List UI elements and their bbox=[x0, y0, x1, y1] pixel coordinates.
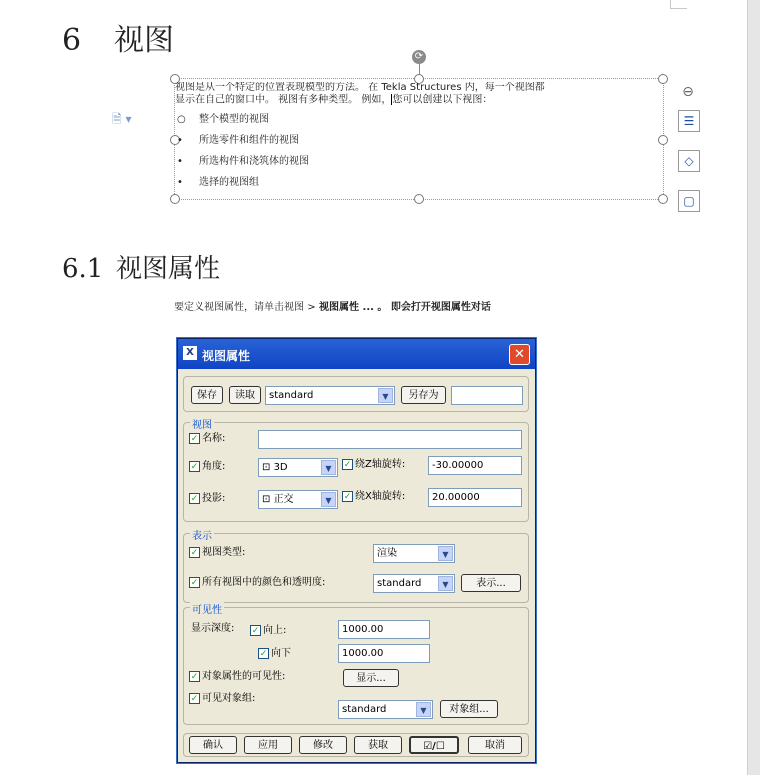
close-icon[interactable]: ✕ bbox=[509, 344, 530, 365]
color-checkbox[interactable]: ✓ 所有视图中的颜色和透明度: bbox=[190, 577, 326, 588]
color-select[interactable]: standard ▼ bbox=[373, 574, 455, 593]
projection-checkbox[interactable]: ✓ 投影: bbox=[190, 493, 226, 504]
get-button[interactable]: 获取 bbox=[354, 736, 402, 754]
list-item: ○ 整个模型的视图 bbox=[175, 113, 665, 134]
intro-paragraph: 要定义视图属性，请单击视图 > 视图属性 ... 。 即会打开视图属性对话 bbox=[174, 302, 491, 313]
save-button[interactable]: 保存 bbox=[191, 386, 223, 404]
down-field[interactable]: 1000.00 bbox=[338, 644, 430, 663]
cancel-button[interactable]: 取消 bbox=[468, 736, 522, 754]
obj-group-select[interactable]: standard ▼ bbox=[338, 700, 433, 719]
toggle-all-button[interactable]: ☑/☐ bbox=[409, 736, 459, 754]
textbox-bullet-list bbox=[175, 113, 665, 197]
ok-button[interactable]: 确认 bbox=[189, 736, 237, 754]
heading-title: 视图 bbox=[114, 23, 174, 58]
up-field[interactable]: 1000.00 bbox=[338, 620, 430, 639]
angle-select[interactable]: ⊡ 3D ▼ bbox=[258, 458, 338, 477]
heading-number: 6.1 bbox=[62, 254, 104, 284]
page-gutter bbox=[747, 0, 760, 775]
rot-x-checkbox[interactable]: ✓ 绕X轴旋转: bbox=[343, 491, 406, 502]
heading-title: 视图属性 bbox=[116, 254, 221, 284]
heading-6-1 bbox=[62, 248, 220, 285]
shape-fill-icon[interactable]: ◇ bbox=[678, 150, 700, 172]
chevron-down-icon: ▼ bbox=[416, 702, 431, 717]
chevron-down-icon: ▼ bbox=[321, 460, 336, 475]
chevron-down-icon: ▼ bbox=[378, 388, 393, 403]
up-checkbox[interactable]: ✓ 向上: bbox=[251, 625, 287, 636]
collapse-icon[interactable]: ⊖ bbox=[682, 84, 694, 100]
chevron-down-icon: ▼ bbox=[438, 546, 453, 561]
app-icon: X bbox=[183, 346, 197, 360]
paste-options-icon[interactable]: 🗎 ▾ bbox=[112, 112, 132, 126]
show-button[interactable]: 显示... bbox=[343, 669, 399, 687]
preset-select[interactable]: standard ▼ bbox=[265, 386, 395, 405]
load-button[interactable]: 读取 bbox=[229, 386, 261, 404]
page-corner-mark bbox=[670, 0, 687, 9]
obj-visibility-checkbox[interactable]: ✓ 对象属性的可见性: bbox=[190, 671, 286, 682]
textbox-paragraph-1: 视图是从一个特定的位置表现模型的方法。 在 Tekla Structures 内，每一个视图都 bbox=[175, 82, 545, 93]
view-properties-dialog bbox=[177, 338, 536, 763]
view-type-select[interactable]: 渲染 ▼ bbox=[373, 544, 455, 563]
depth-label: 显示深度: bbox=[191, 623, 235, 634]
list-item: • 所选构件和浇筑体的视图 bbox=[175, 155, 665, 176]
heading-number: 6 bbox=[62, 23, 82, 58]
view-group-label: 视图 bbox=[190, 416, 214, 431]
layout-options-icon[interactable]: ☰ bbox=[678, 110, 700, 132]
object-group-button[interactable]: 对象组... bbox=[440, 700, 498, 718]
chevron-down-icon: ▼ bbox=[321, 492, 336, 507]
angle-checkbox[interactable]: ✓ 角度: bbox=[190, 461, 226, 472]
textbox-paragraph-2: 显示在自己的窗口中。 视图有多种类型。 例如，您可以创建以下视图： bbox=[175, 94, 493, 106]
visibility-group-label: 可见性 bbox=[190, 601, 224, 616]
rot-z-field[interactable]: -30.00000 bbox=[428, 456, 522, 475]
view-type-checkbox[interactable]: ✓ 视图类型: bbox=[190, 547, 246, 558]
save-as-button[interactable]: 另存为 bbox=[401, 386, 446, 404]
textbox-content[interactable] bbox=[175, 82, 665, 200]
list-item: • 选择的视图组 bbox=[175, 176, 665, 197]
dialog-title: 视图属性 bbox=[202, 349, 251, 363]
name-checkbox[interactable]: ✓ 名称: bbox=[190, 433, 226, 444]
heading-6 bbox=[62, 15, 174, 59]
rot-z-checkbox[interactable]: ✓ 绕Z轴旋转: bbox=[343, 459, 406, 470]
chevron-down-icon: ▼ bbox=[438, 576, 453, 591]
modify-button[interactable]: 修改 bbox=[299, 736, 347, 754]
name-field[interactable] bbox=[258, 430, 522, 449]
rotate-handle-icon[interactable]: ⟳ bbox=[412, 50, 426, 64]
down-checkbox[interactable]: ✓ 向下 bbox=[259, 648, 291, 659]
apply-button[interactable]: 应用 bbox=[244, 736, 292, 754]
display-group-label: 表示 bbox=[190, 527, 214, 542]
obj-group-checkbox[interactable]: ✓ 可见对象组: bbox=[190, 693, 256, 704]
display-button[interactable]: 表示... bbox=[461, 574, 521, 592]
list-item: • 所选零件和组件的视图 bbox=[175, 134, 665, 155]
rot-x-field[interactable]: 20.00000 bbox=[428, 488, 522, 507]
dialog-titlebar[interactable] bbox=[178, 339, 535, 369]
save-as-field[interactable] bbox=[451, 386, 523, 405]
projection-select[interactable]: ⊡ 正交 ▼ bbox=[258, 490, 338, 509]
shape-outline-icon[interactable]: ▢ bbox=[678, 190, 700, 212]
